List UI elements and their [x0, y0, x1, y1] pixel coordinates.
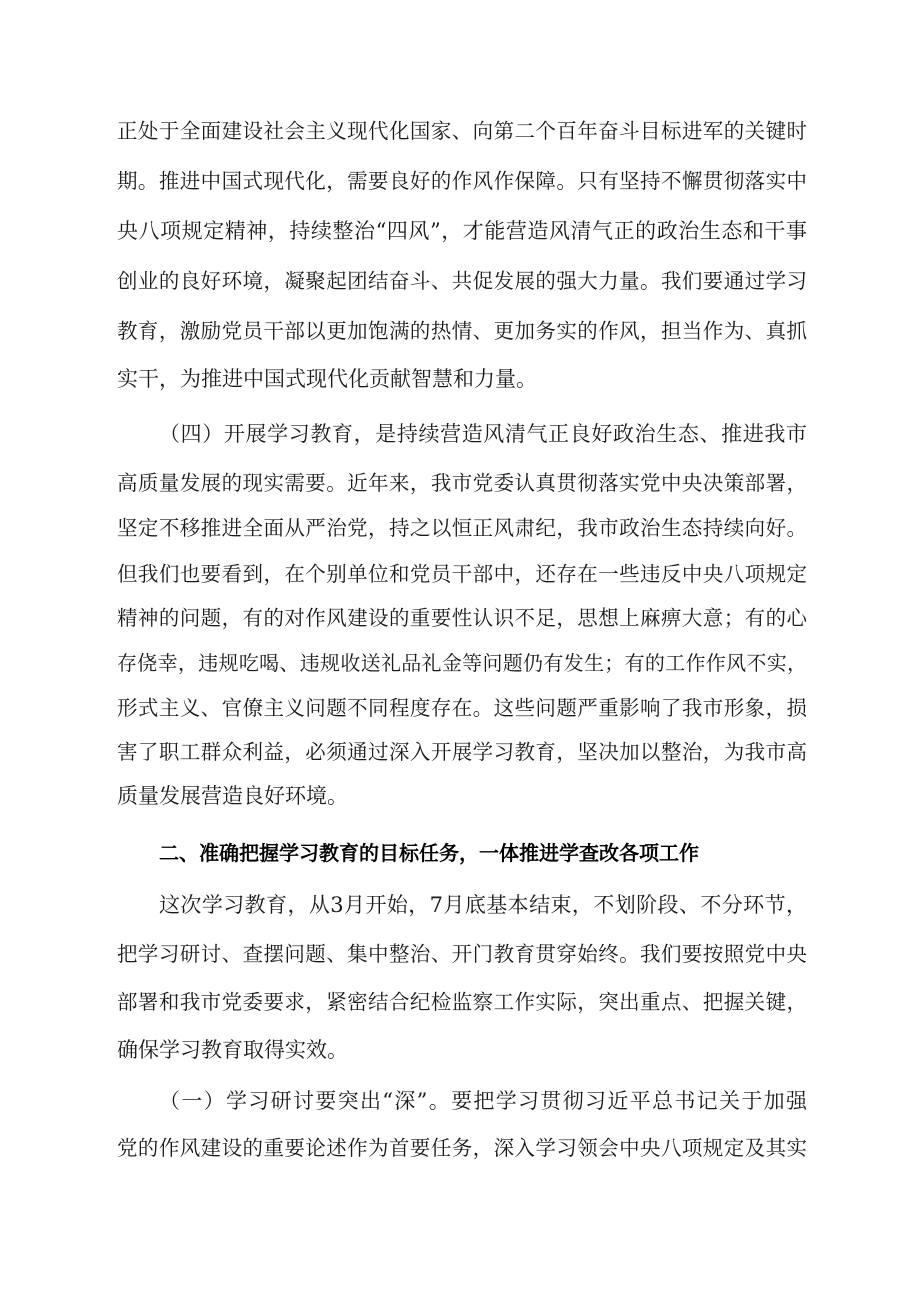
paragraph-four-line-9: 质量发展营造良好环境。 — [117, 784, 348, 808]
paragraph-four-line-6: 存侥幸，违规吃喝、违规收送礼品礼金等问题仍有发生；有的工作作风不实， — [117, 651, 807, 675]
paragraph-continued-line-1: 正处于全面建设社会主义现代化国家、向第二个百年奋斗目标进军的关键时 — [117, 119, 807, 143]
paragraph-four-line-8: 害了职工群众利益，必须通过深入开展学习教育，坚决加以整治，为我市高 — [117, 740, 807, 764]
paragraph-one-line-1: （一）学习研讨要突出“深”。要把学习贯彻习近平总书记关于加强 — [159, 1089, 807, 1113]
paragraph-one-line-2: 党的作风建设的重要论述作为首要任务，深入学习领会中央八项规定及其实 — [117, 1136, 807, 1160]
paragraph-schedule-line-2: 把学习研讨、查摆问题、集中整治、开门教育贯穿始终。我们要按照党中央 — [117, 942, 807, 966]
paragraph-continued-line-4: 创业的良好环境，凝聚起团结奋斗、共促发展的强大力量。我们要通过学习 — [117, 269, 807, 293]
paragraph-four-line-2: 高质量发展的现实需要。近年来，我市党委认真贯彻落实党中央决策部署， — [117, 471, 807, 495]
paragraph-four-line-5: 精神的问题，有的对作风建设的重要性认识不足，思想上麻痹大意；有的心 — [117, 606, 807, 630]
paragraph-schedule-line-1: 这次学习教育，从3月开始，7月底基本结束，不划阶段、不分环节， — [159, 893, 807, 917]
paragraph-continued-line-3: 央八项规定精神，持续整治“四风”，才能营造风清气正的政治生态和干事 — [117, 219, 807, 243]
section-two-heading: 二、准确把握学习教育的目标任务，一体推进学查改各项工作 — [159, 841, 699, 865]
paragraph-continued-line-5: 教育，激励党员干部以更加饱满的热情、更加务实的作风，担当作为、真抓 — [117, 319, 807, 343]
paragraph-four-line-7: 形式主义、官僚主义问题不同程度存在。这些问题严重影响了我市形象，损 — [117, 696, 807, 720]
paragraph-continued-line-2: 期。推进中国式现代化，需要良好的作风作保障。只有坚持不懈贯彻落实中 — [117, 169, 807, 193]
paragraph-four-line-4: 但我们也要看到，在个别单位和党员干部中，还存在一些违反中央八项规定 — [117, 562, 807, 586]
paragraph-schedule-line-3: 部署和我市党委要求，紧密结合纪检监察工作实际，突出重点、把握关键， — [117, 990, 807, 1014]
paragraph-four-line-3: 坚定不移推进全面从严治党，持之以恒正风肃纪，我市政治生态持续向好。 — [117, 516, 807, 540]
paragraph-continued-line-6: 实干，为推进中国式现代化贡献智慧和力量。 — [117, 367, 537, 391]
paragraph-schedule-line-4: 确保学习教育取得实效。 — [117, 1038, 348, 1062]
paragraph-four-line-1: （四）开展学习教育，是持续营造风清气正良好政治生态、推进我市 — [159, 422, 807, 446]
